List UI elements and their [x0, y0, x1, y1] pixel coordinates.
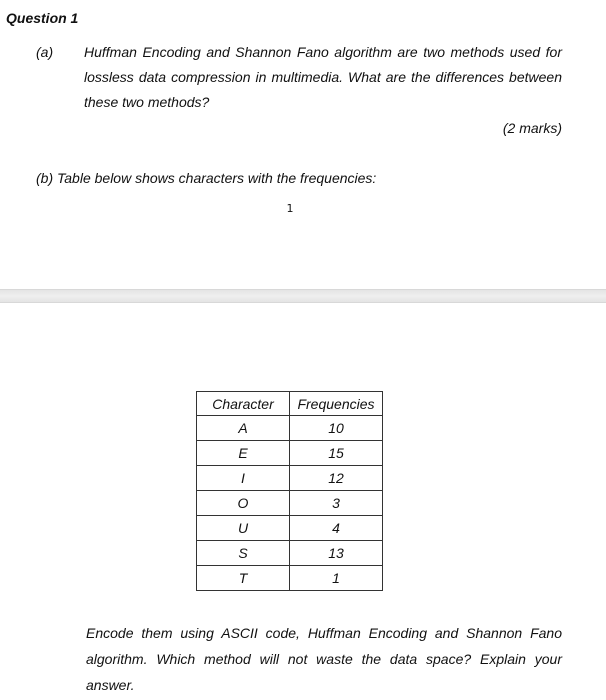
table-row	[197, 466, 383, 491]
character-cell: T	[197, 566, 290, 591]
character-cell: A	[197, 416, 290, 441]
frequency-cell: 4	[290, 516, 383, 541]
character-cell: I	[197, 466, 290, 491]
table-row	[197, 516, 383, 541]
header-character: Character	[197, 392, 290, 416]
character-cell: S	[197, 541, 290, 566]
part-a-question-text: Huffman Encoding and Shannon Fano algorithm are two methods used for lossless data compression in multimedia. What are the differences between these two methods?	[84, 44, 562, 110]
character-cell: O	[197, 491, 290, 516]
table-row	[197, 416, 383, 441]
frequency-cell: 10	[290, 416, 383, 441]
character-cell: E	[197, 441, 290, 466]
header-frequencies: Frequencies	[290, 392, 383, 416]
question-title: Question 1	[6, 10, 79, 26]
page-divider	[0, 289, 606, 303]
table-row	[197, 566, 383, 591]
part-a-label: (a)	[36, 44, 54, 60]
frequency-cell: 15	[290, 441, 383, 466]
table-header-row	[197, 392, 383, 416]
frequency-cell: 12	[290, 466, 383, 491]
part-a-marks: (2 marks)	[502, 120, 562, 136]
part-b-intro: (b) Table below shows characters with the frequencies:	[36, 170, 377, 186]
table-row	[197, 491, 383, 516]
character-cell: U	[197, 516, 290, 541]
part-b-question-text: Encode them using ASCII code, Huffman Encoding and Shannon Fano algorithm. Which method will not waste the data space? Explain your answer.	[86, 625, 562, 693]
frequency-table	[196, 391, 383, 591]
frequency-cell: 1	[290, 566, 383, 591]
table-row	[197, 441, 383, 466]
table-row	[197, 541, 383, 566]
frequency-cell: 13	[290, 541, 383, 566]
page-number: 1	[286, 202, 294, 215]
frequency-cell: 3	[290, 491, 383, 516]
